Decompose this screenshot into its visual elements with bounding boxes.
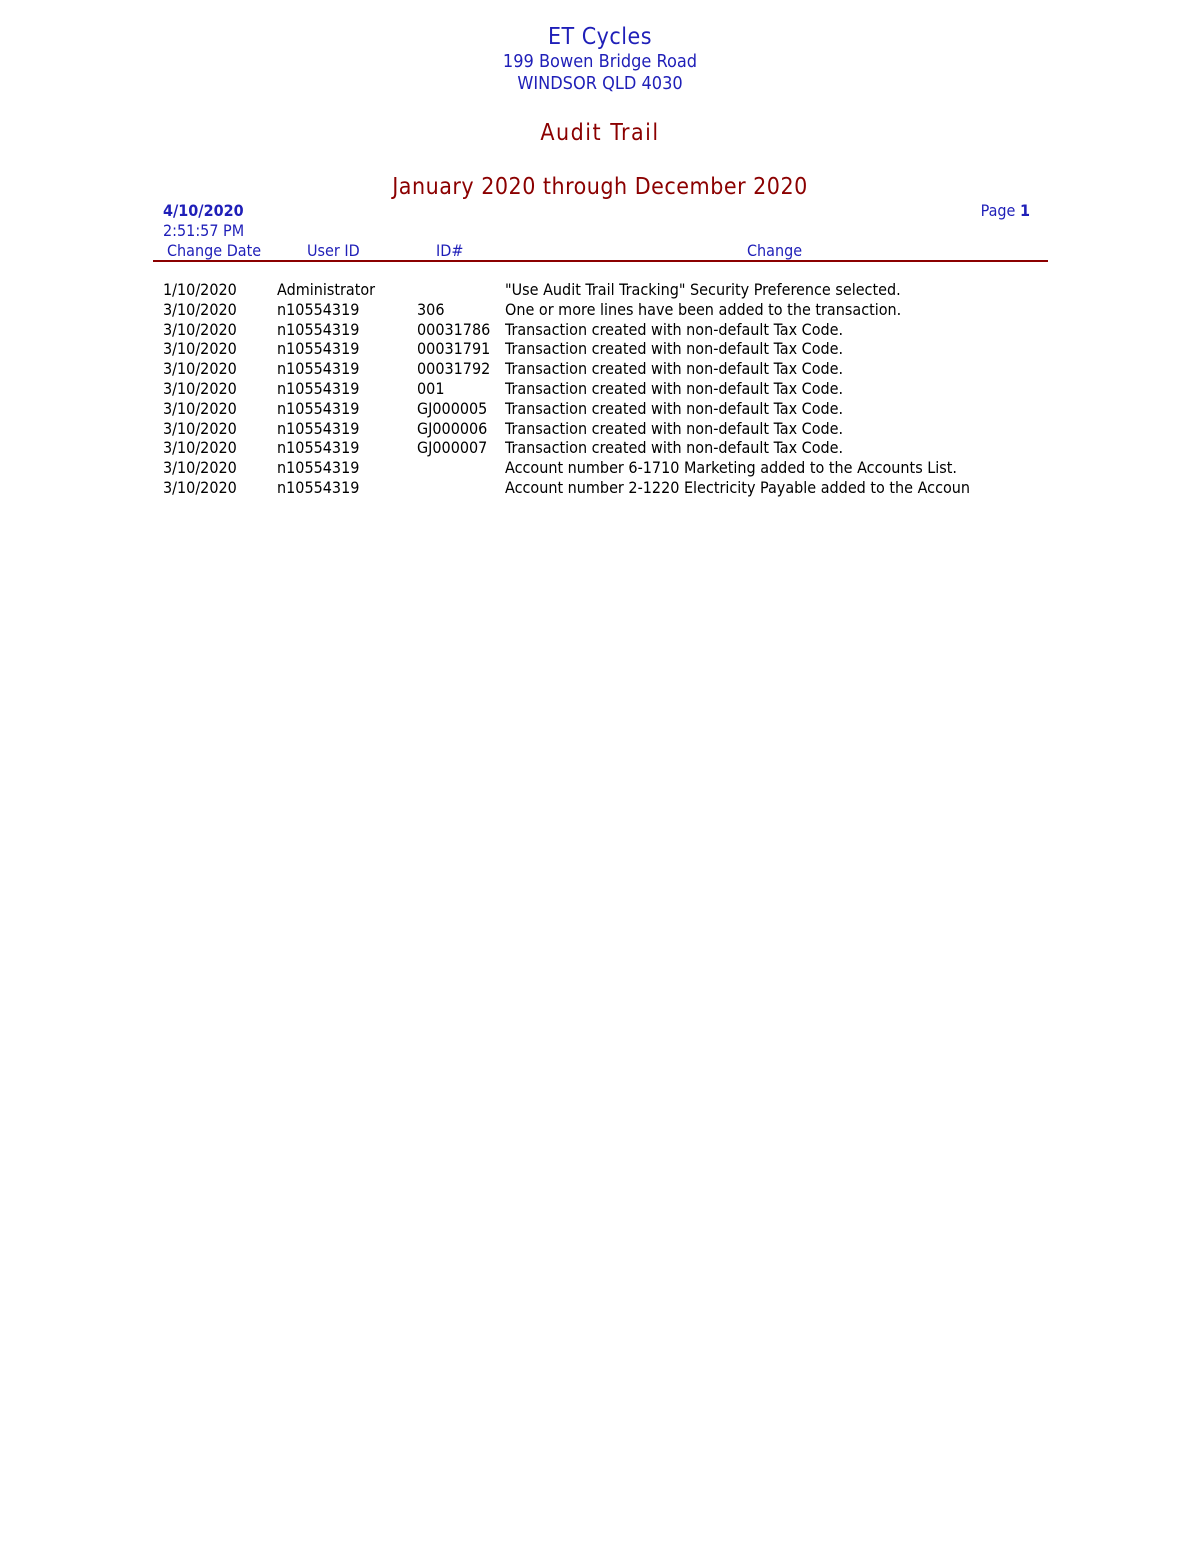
cell-user-id: n10554319 [277, 398, 360, 418]
company-name: ET Cycles [547, 24, 653, 50]
cell-change-date: 3/10/2020 [163, 398, 237, 418]
table-row [0, 419, 1200, 439]
cell-id-number: 00031792 [417, 359, 491, 379]
cell-id-number: GJ000007 [417, 438, 488, 458]
cell-change: Transaction created with non-default Tax Code. [505, 339, 844, 359]
column-header-user-id: User ID [307, 241, 360, 260]
cell-id-number: GJ000006 [417, 418, 488, 438]
cell-change: Account number 2-1220 Electricity Payable added to the Accoun [505, 477, 971, 497]
cell-change-date: 3/10/2020 [163, 418, 237, 438]
cell-change-date: 3/10/2020 [163, 339, 237, 359]
cell-change: Transaction created with non-default Tax Code. [505, 418, 844, 438]
table-row [0, 339, 1200, 359]
page-label: Page [980, 201, 1016, 220]
cell-user-id: n10554319 [277, 418, 360, 438]
page-number: 1 [1019, 201, 1030, 220]
cell-change-date: 3/10/2020 [163, 359, 237, 379]
table-row [0, 280, 1200, 300]
report-period: January 2020 through December 2020 [392, 174, 808, 200]
cell-change-date: 1/10/2020 [163, 280, 237, 299]
cell-change: One or more lines have been added to the transaction. [505, 299, 902, 319]
cell-user-id: n10554319 [277, 378, 360, 398]
cell-change: Transaction created with non-default Tax Code. [505, 438, 844, 458]
cell-change: "Use Audit Trail Tracking" Security Preference selected. [505, 280, 901, 299]
cell-user-id: Administrator [277, 280, 376, 299]
cell-change-date: 3/10/2020 [163, 438, 237, 458]
table-row [0, 458, 1200, 478]
cell-change-date: 3/10/2020 [163, 477, 237, 497]
cell-change: Transaction created with non-default Tax Code. [505, 378, 844, 398]
cell-user-id: n10554319 [277, 339, 360, 359]
cell-id-number: 00031786 [417, 319, 491, 339]
cell-change-date: 3/10/2020 [163, 378, 237, 398]
cell-change-date: 3/10/2020 [163, 299, 237, 319]
cell-id-number: 306 [417, 299, 445, 319]
table-row [0, 359, 1200, 379]
cell-change: Transaction created with non-default Tax Code. [505, 319, 844, 339]
cell-change: Account number 6-1710 Marketing added to the Accounts List. [505, 458, 957, 478]
cell-user-id: n10554319 [277, 458, 360, 478]
page-indicator [981, 201, 1030, 220]
audit-trail-table [0, 280, 1200, 498]
print-time: 2:51:57 PM [163, 221, 245, 240]
table-row [0, 399, 1200, 419]
table-row [0, 320, 1200, 340]
cell-change: Transaction created with non-default Tax Code. [505, 398, 844, 418]
print-date: 4/10/2020 [163, 201, 244, 220]
cell-id-number: 00031791 [417, 339, 491, 359]
report-title: Audit Trail [540, 120, 660, 146]
column-header-id-number: ID# [436, 241, 464, 260]
table-row [0, 478, 1200, 498]
cell-user-id: n10554319 [277, 299, 360, 319]
cell-id-number: GJ000005 [417, 398, 488, 418]
cell-change: Transaction created with non-default Tax Code. [505, 359, 844, 379]
address-line-2: WINDSOR QLD 4030 [517, 73, 683, 94]
cell-id-number: 001 [417, 378, 445, 398]
table-row [0, 379, 1200, 399]
cell-user-id: n10554319 [277, 319, 360, 339]
cell-change-date: 3/10/2020 [163, 458, 237, 478]
cell-user-id: n10554319 [277, 438, 360, 458]
column-header-change-date: Change Date [167, 241, 262, 260]
cell-user-id: n10554319 [277, 477, 360, 497]
cell-change-date: 3/10/2020 [163, 319, 237, 339]
address-line-1: 199 Bowen Bridge Road [502, 51, 698, 72]
table-row [0, 300, 1200, 320]
column-header-change: Change [747, 241, 803, 260]
header-divider [153, 260, 1048, 262]
table-row [0, 438, 1200, 458]
cell-user-id: n10554319 [277, 359, 360, 379]
